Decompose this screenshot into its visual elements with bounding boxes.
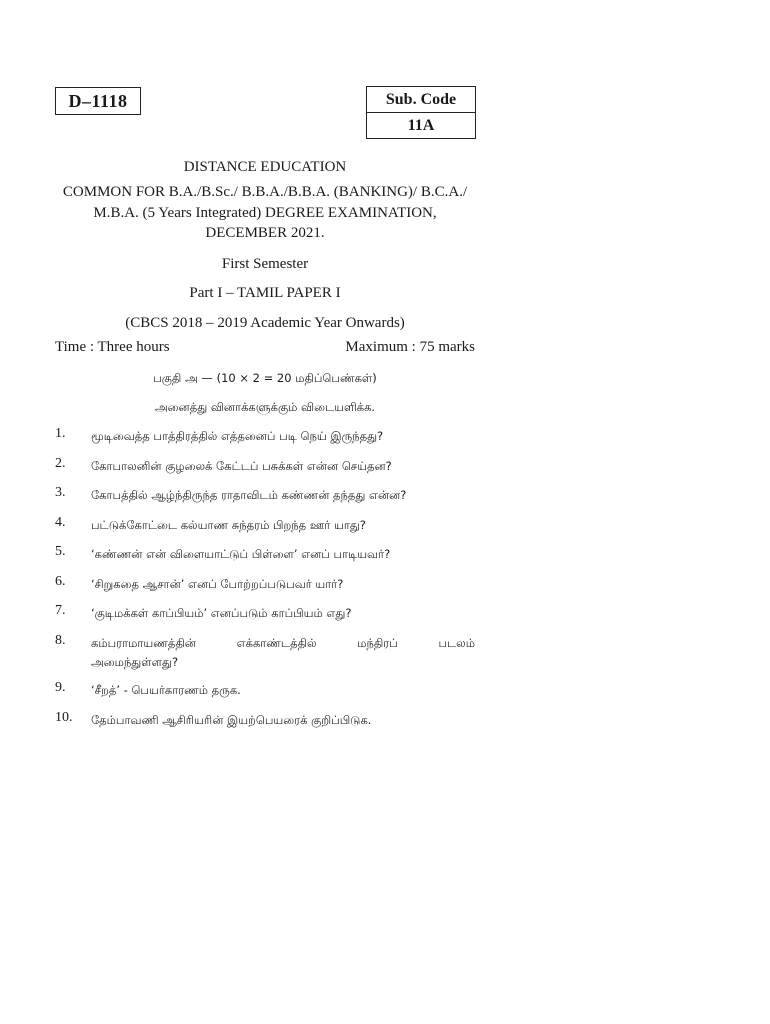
question-number: 4. (55, 515, 66, 530)
question-number: 8. (55, 633, 66, 648)
title-line-4: DECEMBER 2021. (205, 225, 325, 241)
title-line-1: DISTANCE EDUCATION (183, 159, 347, 175)
question-text: கோபத்தில் ஆழ்ந்திருந்த ராதாவிடம் கண்ணன் தந்தது என்ன? (91, 488, 407, 502)
question-text: மூடிவைத்த பாத்திரத்தில் எத்தனைப் படி நெய் இருந்தது? (91, 429, 384, 443)
paper-title: Part I – TAMIL PAPER I (189, 285, 341, 301)
question-number: 5. (55, 544, 66, 559)
question-text: ‘சீறத்’ - பெயர்காரணம் தருக. (91, 683, 241, 697)
question-line-2: அமைந்துள்ளது? (91, 655, 179, 669)
exam-time: Time : Three hours (55, 339, 170, 355)
question-text: பட்டுக்கோட்டை கல்யாண சுந்தரம் பிறந்த ஊர் யாது? (91, 518, 366, 532)
question-text: ‘சிறுகதை ஆசான்’ எனப் போற்றப்படுபவர் யார்? (91, 577, 344, 591)
question-word: எக்காண்டத்தில் (236, 636, 317, 650)
max-marks: Maximum : 75 marks (345, 339, 475, 355)
question-text: ‘கண்ணன் என் விளையாட்டுப் பிள்ளை’ எனப் பாடியவர்? (91, 547, 391, 561)
question-line-1 (91, 634, 475, 653)
section-instruction: அனைத்து வினாக்களுக்கும் விடையளிக்க. (154, 400, 376, 414)
question-number: 10. (55, 710, 73, 725)
question-number: 7. (55, 603, 66, 618)
question-text: ‘குடிமக்கள் காப்பியம்’ எனப்படும் காப்பியம் எது? (91, 606, 352, 620)
title-line-3: M.B.A. (5 Years Integrated) DEGREE EXAMINATION, (93, 205, 437, 221)
question-word: கம்பராமாயணத்தின் (91, 636, 196, 650)
semester: First Semester (221, 256, 309, 272)
question-word: மந்திரப் (357, 636, 398, 650)
sub-code-value: 11A (367, 112, 475, 138)
section-heading: பகுதி அ — (10 × 2 = 20 மதிப்பெண்கள்) (153, 371, 377, 385)
title-line-2: COMMON FOR B.A./B.Sc./ B.B.A./B.B.A. (BANKING)/ B.C.A./ (62, 184, 468, 200)
paper-code: D–1118 (68, 90, 128, 111)
sub-code-box (366, 86, 476, 139)
scheme: (CBCS 2018 – 2019 Academic Year Onwards) (125, 315, 405, 331)
question-text (91, 634, 475, 672)
question-text: தேம்பாவணி ஆசிரியரின் இயற்பெயரைக் குறிப்பிடுக. (91, 713, 372, 727)
sub-code-label: Sub. Code (385, 90, 457, 108)
question-number: 6. (55, 574, 66, 589)
question-number: 2. (55, 456, 66, 471)
question-number: 3. (55, 485, 66, 500)
exam-meta-row (55, 339, 475, 356)
question-number: 9. (55, 680, 66, 695)
question-word: படலம் (438, 636, 475, 650)
question-text: கோபாலனின் குழலைக் கேட்டப் பசுக்கள் என்ன செய்தன? (91, 459, 392, 473)
paper-code-box (55, 87, 141, 115)
question-number: 1. (55, 426, 66, 441)
